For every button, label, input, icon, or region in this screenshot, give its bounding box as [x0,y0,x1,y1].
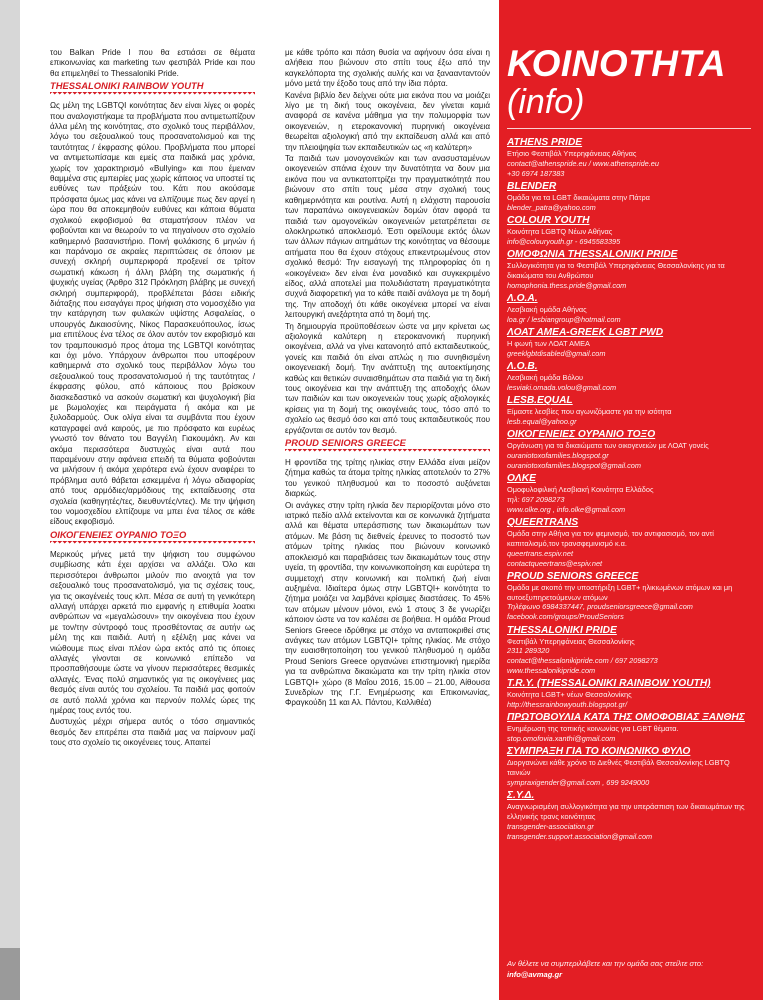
organization-name: QUEERTRANS [507,517,579,529]
organization-contact[interactable]: τηλ: 697 2098273 [507,495,565,505]
organization-entry [507,790,751,841]
organization-description: Οργάνωση για τα δικαιώματα των οικογενειών με ΛΟΑΤ γονείς [507,441,709,451]
organization-contact[interactable]: contact@athenspride.eu / www.athenspride.eu [507,158,659,168]
organization-entry [507,625,751,676]
organization-entry [507,678,751,710]
organization-description: Λεσβιακή ομάδα Αθήνας [507,304,587,314]
organization-description: Ομοφυλοφιλική Λεσβιακή Κοινότητα Ελλάδος [507,485,654,495]
article-paragraph: Κανένα βιβλίο δεν δείχνει ούτε μια εικόνα που να μοιάζει λίγο με τη δική τους οικογένεια, δεν γίνεται καμιά αναφορά σε κανένα μάθημα για την πολυμορφία των οικογενειών, η ετεροκανονική πυρηνική οικογένεια θεωρείται αξιολογική από την εκπαίδευση αλλά και από την πλειοψηφία των εκπαιδευτικών ως «η καλύτερη» [285,90,490,152]
organization-entry [507,395,751,427]
organization-contact[interactable]: info@colouryouth.gr - 6945583395 [507,236,621,246]
organization-contact[interactable]: homophonia.thess.pride@gmail.com [507,280,627,290]
organization-entry [507,181,751,213]
sidebar-title: ΚΟΙΝΟΤΗΤΑ [507,43,727,84]
organization-contact[interactable]: contactqueertrans@espiv.net [507,558,603,568]
organization-contact[interactable]: www.olke.org , info.olke@gmail.com [507,504,626,514]
article-paragraph: Ως μέλη της LGBTQI κοινότητας δεν είναι λίγες οι φορές που αναλογιστήκαμε τα προβλήματα που αντιμετωπίζουν άλλα μέλη της κοινότητας, στο σχολικό τους περιβάλλον, λόγω του σεξουαλικού τους προσανατολισμού και της ταυτότητας / έκφρασης φύλου. Προβλήματα που μπορεί να αντιμετωπίσαμε και εμείς στα παιδικά μας χρόνια, χωρίς τον χαρακτηρισμό «Bullying» και που έμειναν θαμμένα στις εμπειρίες μας χωρίς κάποιος να υποστεί τις ευθύνες των πράξεών του. Κάτι που ακούσαμε πρόσφατα όμως μας κάνει να ελπίζουμε πως δεν αργεί η ώρα που θα αποκεμηθούν ευθύνες και κάποια θύματα σχολικού εκφοβισμού θα σταματήσουν πλέον να φοβούνται και να θεωρούν το να πηγαίνουν στο σχολείο καθημερινό βασανιστήριο. Ποινή φυλάκισης 6 μηνών ή και παράνομο σε ακραίες περιπτώσεις σε όποιον με συνεχή σκληρή συμπεριφορά προξενεί σε τρίτον σωματική κάκωση ή άλλη βλάβη της σωματικής ή ψυχικής υγείας (Άρθρο 312 Πρόκληση βλάβης με συνεχή σκληρή συμπεριφορά), προβλέπεται βάσει ειδικής διάταξης που εισαγάγει προς ψήφιση στο νομοσχέδιο για την κατάργηση των φυλακών υψίστης Ασφαλείας, ο υπουργός Δικαιοσύνης, Νίκος Παρασκευόπουλος, ίσως μια επιτέλους ένα τέλος σε όλον αυτόν τον εκφοβισμό και τον τραμπουκισμό προς άτομα της LGBTQI κοινότητας και όχι μόνο. Υπάρχουν άνθρωποι που υποφέρουν καθημερινά στο σχολικό τους περιβάλλον λόγω του σεξουαλικού τους προσανατολισμού ή της ταυτότητας / έκφρασης φύλου, από κάποιους που βρίσκουν διασκεδαστικό να ασκούν σωματική και ψυχολογική βία με βωμολοχίες και πειράγματα ή ακόμα και με ξυλοδαρμούς. Ουκ ολίγα είναι τα συμβάντα που έχουν καταγραφεί ανά καιρούς, με πιο πρόσφατο και ευρέως γνωστό τον θάνατο του Βαγγέλη Γιακουμάκη. Αν και ακόμα περισσότερα δυστυχώς είναι αυτά που παραμένουν στην αφάνεια επειδή τα θύματα φοβούνται να μιλήσουν ή ακόμα χειρότερα ενώ έχουν αναφέρει το πρόβλημα αυτό θάβεται εσκεμμένα ή λόγω αδιαφορίας από τους αρμόδιες/αρμόδιους της εκπαίδευσης στα σχολεία (καθηγητές/τες, διευθυντές/ντες). Με την ψήφιση του νομοσχεδίου ελπίζουμε να μπει ένα τέλος σε κάθε είδους εκφοβισμό. [50,101,255,527]
organization-entry [507,327,751,359]
organization-description: Λεσβιακή ομάδα Βόλου [507,373,584,383]
organization-description: Διοργανώνει κάθε χρόνο το Διεθνές Φεστιβάλ Θεσσαλονίκης LGBTQ ταινιών [507,758,730,778]
organization-contact[interactable]: transgender-association.gr [507,821,594,831]
organization-contact[interactable]: greeklgbtdisabled@gmail.com [507,348,606,358]
organization-name: ΟΛΚΕ [507,473,536,485]
zigzag-divider [50,92,255,97]
organization-name: Λ.Ο.Α. [507,292,538,304]
article-paragraph: με κάθε τρόπο και πάση θυσία να αφήνουν όσα είναι η αλήθεια που βιώνουν στο σπίτι τους έξω από την καγκελόπορτα της σχολικής αυλής και να ξαναανταντούν μόνο μετά την έξοδο τους από την ίδια πόρτα. [285,48,490,89]
organization-contact[interactable]: sympraxigender@gmail.com , 699 9249000 [507,777,650,787]
article-paragraph: Τα παιδιά των μονογονεϊκών και των ανασυσταμένων οικογενειών σπάνια έχουν την δυνατότητα να δουν μια εικόνα που να αντικατοπτρίζει την πραγματικότητά που βιώνουν στο σπίτι τους μέσα στην σχολική τους καθημερινότητα και ρουτίνα. Αυτή η ελάχιστη παρουσία των παραπάνω οικογενειακών δομών όταν αφορά τα παιδιά των ομογονεϊκών οικογενειών μετατρέπεται σε ολοκληρωτικό αποκλεισμό. Έστι οφείλουμε εκτός όλων των άλλων πάγιων αιτημάτων της κοινότητας να θέσουμε αιτήματα που θα έχουν στόχους επικεντρωμένους στον σχολικό θεσμό: Την εισαγωγή της πληροφορίας ότι η «οικογένεια» δεν είναι ένα μοναδικό και συγκεκριμένο είδος, αλλά αποτελεί μια πολυδιάστατη πραγματικότητα συχνά διαφορετική για το κάθε παιδί ανάλογα με τη δομή της. Την αποδοχή ότι κάθε οικογένεια μπορεί να είναι λειτουργική ανεξάρτητα από τη δομή της. [285,154,490,320]
organization-entry [507,571,751,622]
organization-contact[interactable]: transgender.support.association@gmail.com [507,831,653,841]
organization-name: LESB.EQUAL [507,395,573,407]
sidebar-subtitle: (info) [507,83,585,121]
organization-entry [507,517,751,568]
section-subheading: ΟΙΚΟΓΕΝΕΙΕΣ ΟΥΡΑΝΙΟ ΤΟΞΟ [50,528,187,540]
article [50,48,490,998]
organization-description: Αναγνωρισμένη συλλογικότητα για την υπεράσπιση των δικαιωμάτων της ελληνικής τρανς κοινότητας [507,802,745,822]
organization-description: Η φωνή των ΛΟΑΤ ΑΜΕΑ [507,339,590,349]
zigzag-divider [285,449,490,454]
article-paragraph: Μερικούς μήνες μετά την ψήφιση του συμφώνου συμβίωσης κάτι έχει αρχίσει να αλλάζει. Όλο και περισσότεροι άνθρωποι μιλούν πιο ανοιχτά για τον σεξουαλικό τους προσανατολισμό, για τις σχέσεις τους, για τις οικογένειές τους κλπ. Μέσα σε αυτή τη γενικότερη αλλαγή υπάρχει αρκετά πιο εμφανής η επιθυμία λοατκι ανθρώπων να «μεγαλώσουν» την οικογένεια που έχουν με τον/την σύντροφό τους προσθέτοντας σε αυτήν ως μέλη της και παιδιά. Αυτή η εξέλιξη μας κάνει να νιώθουμε πως είναι πλέον ώρα εκτός από τις όποιες αλλαγές γίνονται σε κοινωνικό επίπεδο να προσπαθήσουμε ώστε να γίνουν περισσότερες θεσμικές αλλαγές. Ένας πολύ σημαντικός για τις οικογένειες μας θεσμός είναι αυτός του σχολείου. Τα παιδιά μας φοιτούν σε αυτό πολλά χρόνια και περνούν πολλές ώρες της ημέρας τους εντός του. [50,549,255,715]
organization-description: Ομάδα στην Αθήνα για τον φεμινισμό, τον αντιφασισμό, τον αντί καπιταλισμό,τον τρανσφεμινισμό κ.α. [507,529,714,548]
organization-name: BLENDER [507,180,557,192]
organization-name: ΠΡΩΤΟΒΟΥΛΙΑ ΚΑΤΑ ΤΗΣ ΟΜΟΦΟΒΙΑΣ ΞΑΝΘΗΣ [507,712,745,724]
zigzag-divider [50,541,255,546]
footer-text: Αν θέλετε να συμπεριλάβετε και την ομάδα σας στείλτε στο: [507,959,704,968]
organization-name: ATHENS PRIDE [507,137,583,148]
organization-name: Σ.Υ.Δ. [507,790,535,802]
organization-description: Ενημέρωση της τοπικής κοινωνίας για LGBT θέματα. [507,724,679,734]
organization-contact[interactable]: blender_patra@yahoo.com [507,202,596,212]
organization-contact[interactable]: facebook.com/groups/ProudSeniors [507,612,624,622]
left-gutter [0,0,20,1000]
organization-name: PROUD SENIORS GREECE [507,570,639,582]
organization-contact[interactable]: www.thessalonikipride.com [507,665,596,675]
article-column-right [285,48,490,996]
article-paragraph: Η φροντίδα της τρίτης ηλικίας στην Ελλάδα είναι μείζον ζήτημα καθώς τα άτομα τρίτης ηλικίας αποτελούν το 27% του γενικού πληθυσμού και το ποσοστό αυξάνεται διαρκώς. [285,458,490,499]
organization-contact[interactable]: Τηλέφωνο 6984337447, proudseniorsgreece@gmail.com [507,602,693,612]
organization-entry [507,249,751,290]
organization-entry [507,473,751,514]
sidebar-entries [507,137,751,841]
organization-contact[interactable]: ouraniotoxofamilies.blogspot.gr [507,451,609,461]
footer-email[interactable]: info@avmag.gr [507,970,563,979]
article-paragraph: Δυστυχώς μέχρι σήμερα αυτός ο τόσο σημαντικός θεσμός δεν επιτρέπει στα παιδιά μας να παίρνουν μαζί τους στο σχολείο τις οικογένειες τους. Απαιτεί [50,717,255,748]
organization-name: COLOUR YOUTH [507,214,590,226]
organization-contact[interactable]: stop.omofovia.xanthi@gmail.com [507,734,616,744]
organization-contact[interactable]: queertrans.espiv.net [507,548,573,558]
organization-description: Είμαστε λεσβίες που αγωνιζόμαστε για την ισότητα [507,407,672,417]
organization-name: ΟΙΚΟΓΕΝΕΙΕΣ ΟΥΡΑΝΙΟ ΤΟΞΟ [507,429,656,441]
organization-contact[interactable]: +30 6974 187383 [507,168,565,178]
organization-contact[interactable]: loa.gr / lesbiangroup@hotmail.com [507,314,621,324]
organization-contact[interactable]: contact@thessalonikipride.com / 697 2098273 [507,656,658,666]
article-column-left [50,48,255,993]
organization-name: Λ.Ο.Β. [507,361,538,373]
section-subheading: PROUD SENIORS GREECE [285,437,406,449]
organization-contact[interactable]: 2311 289320 [507,646,550,656]
organization-entry [507,712,751,744]
sidebar-footer [507,958,751,980]
organization-contact[interactable]: http://thessrainbowyouth.blogspot.gr/ [507,699,628,709]
organization-description: Ομάδα για τα LGBT δικαιώματα στην Πάτρα [507,192,650,202]
organization-name: ΣΥΜΠΡΑΞΗ ΓΙΑ ΤΟ ΚΟΙΝΩΝΙΚΟ ΦΥΛΟ [507,746,691,758]
organization-entry [507,746,751,787]
organization-description: Ετήσιο Φεστιβάλ Υπερηφάνειας Αθήνας [507,149,637,158]
organization-description: Φεστιβάλ Υπερηφάνειας Θεσσαλονίκης [507,636,635,646]
article-paragraph: του Balkan Pride I που θα εστιάσει σε θέματα επικοινωνίας και marketing των φεστιβάλ Pride και που θα επιμεληθεί το Thessaloniki Pride. [50,48,255,78]
community-info-sidebar [499,0,763,1000]
organization-description: Ομάδα με σκοπό την υποστήριξη LGBT+ ηλικιωμένων ατόμων και μη αυτοεξυπηρετούμενων ατόμων [507,582,733,602]
gutter-bar [0,948,20,1000]
organization-contact[interactable]: lesviaki.omada.volou@gmail.com [507,382,617,392]
organization-description: Κοινότητα LGBT+ νέων Θεσσαλονίκης [507,690,632,700]
organization-contact[interactable]: lesb.equal@yahoo.gr [507,417,577,427]
organization-name: ΟΜΟΦΩΝΙΑ THESSALONIKI PRIDE [507,249,678,261]
organization-name: ΛΟΑΤ ΑΜΕΑ-GREEK LGBT PWD [507,327,664,339]
organization-contact[interactable]: ouraniotoxofamilies.blogspot@gmail.com [507,460,641,470]
organization-entry [507,361,751,393]
organization-name: T.R.Y. (THESSALONIKI RAINBOW YOUTH) [507,678,711,690]
organization-entry [507,429,751,470]
article-paragraph: Τη δημιουργία προϋποθέσεων ώστε να μην κρίνεται ως αξιολογικά καλύτερη η ετεροκανονική πυρηνική οικογένεια, αλλά να γίνει κατανοητό από εκπαιδευτικούς, γονείς και παιδιά ότι είναι απλώς η πιο συνηθισμένη οικογενειακή δομή. Την ανάπτυξη της αυτοεκτίμησης καθώς και θετικών συναισθημάτων στα παιδιά για τη δική τους οικογένεια και την ανάπτυξη της αποδοχής όλων των παιδιών και των οικογενειών τους χωρίς αξιολογικές κρίσεις για τη δομή της οικογένειάς τους, τόσο από το σχολείο ως θεσμό όσο και από τους εκπαιδευτικούς που εργάζονται σε αυτόν τον θεσμό. [285,321,490,435]
organization-name: THESSALONIKI PRIDE [507,624,617,636]
organization-description: Συλλογικότητα για το Φεστιβάλ Υπερηφάνειας Θεσσαλονίκης για τα δικαιώματα του Ανθρώπου [507,261,725,280]
article-paragraph: Οι ανάγκες στην τρίτη ηλικία δεν περιορίζονται μόνο στο ιατρικό πεδίο αλλά εκτείνονται και σε κοινωνικά ζητήματα αλλά και θέματα υπεράσπισης των δικαιωμάτων των ατόμων. Με βάση τις διεθνείς έρευνες το ποσοστό των ατόμων τρίτης ηλικίας που βιώνουν κοινωνικό αποκλεισμό και παραβιάσεις των δικαιωμάτων τους στην υγεία, τη φροντίδα, την κοινωνικοποίηση και ευρύτερα τη συμμετοχή στην κοινωνική και πολιτική ζωή είναι αυξημένα. Ιδιαίτερα όμως στην LGBTQI+ κοινότητα το ζήτημα μοιάζει να λαμβάνει κρίσιμες διαστάσεις. Το 45% των ατόμων μένουν μόνοι, ενώ 1 στους 3 δε γνωρίζει κάποιον ώστε να τον καλέσει σε βοήθεια. Η ομάδα Proud Seniors Greece ιδρύθηκε με στόχο να ανταποκριθεί στις ανάγκες των ατόμων LGBTQI+ τρίτης ηλικίας. Με στόχο την ευαισθητοποίηση του γενικού πληθυσμού η ομάδα Proud Seniors Greece οργανώνει επιστημονική ημερίδα για τα ανθρώπινα δικαιώματα και την τρίτη ηλικία στον LGBTQI+ χώρο (8 Μαΐου 2016, 15.00 – 21.00, Αίθουσα Συνεδρίων της Γ.Γ. Ενημέρωσης και Επικοινωνίας, Φραγκούδη 11 και Αλ. Πάντου, Καλλιθέα) [285,500,490,708]
organization-description: Κοινότητα LGBTQ Νέων Αθήνας [507,226,613,236]
organization-entry [507,137,751,178]
sidebar-divider [507,128,751,129]
organization-entry [507,215,751,247]
section-subheading: THESSALONIKI RAINBOW YOUTH [50,80,204,92]
organization-entry [507,293,751,325]
